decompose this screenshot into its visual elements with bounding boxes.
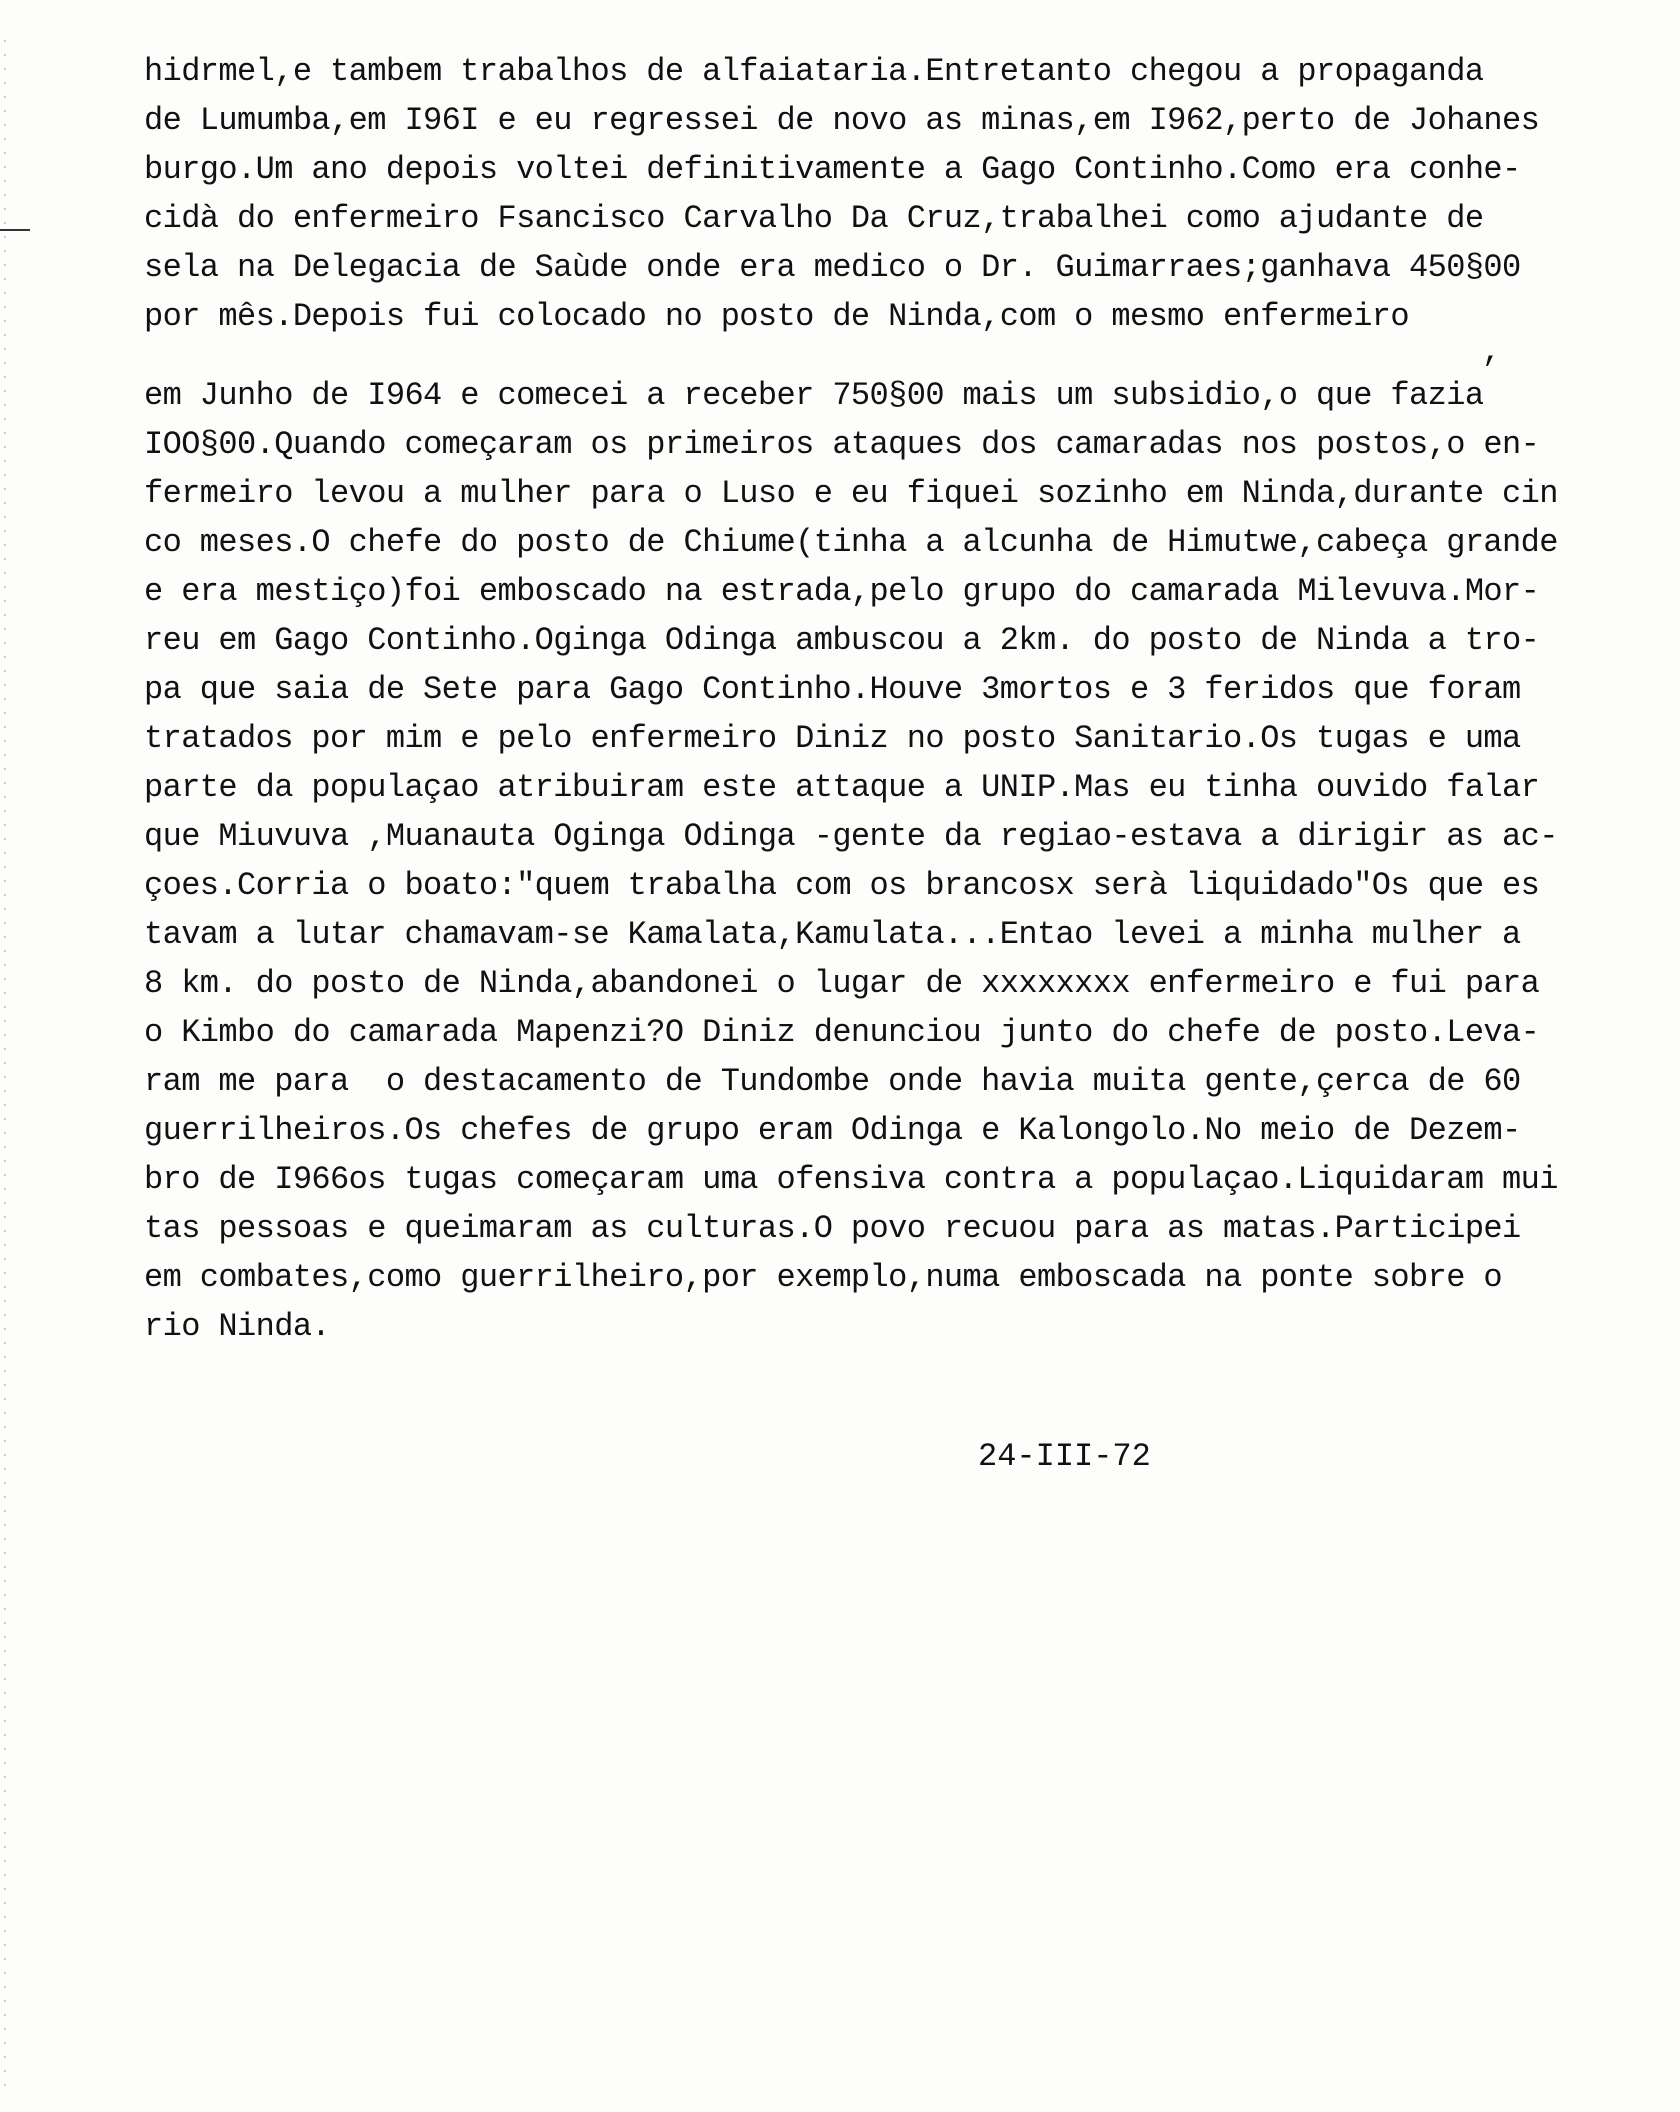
text-line: bro de I966os tugas começaram uma ofensiva contra a populaçao.Liquidaram mui	[144, 1161, 1558, 1198]
text-line: o Kimbo do camarada Mapenzi?O Diniz denunciou junto do chefe de posto.Leva-	[144, 1014, 1540, 1051]
text-line: em combates,como guerrilheiro,por exemplo,numa emboscada na ponte sobre o	[144, 1259, 1503, 1296]
text-line: IOO§00.Quando começaram os primeiros ataques dos camaradas nos postos,o en-	[144, 426, 1540, 463]
text-line: guerrilheiros.Os chefes de grupo eram Odinga e Kalongolo.No meio de Dezem-	[144, 1112, 1521, 1149]
text-line: de Lumumba,em I96I e eu regressei de novo as minas,em I962,perto de Johanes	[144, 102, 1540, 139]
text-line: 8 km. do posto de Ninda,abandonei o lugar de xxxxxxxx enfermeiro e fui para	[144, 965, 1540, 1002]
text-line: tavam a lutar chamavam-se Kamalata,Kamulata...Entao levei a minha mulher a	[144, 916, 1521, 953]
text-line: cidà do enfermeiro Fsancisco Carvalho Da Cruz,trabalhei como ajudante de	[144, 200, 1484, 237]
text-line: ram me para o destacamento de Tundombe onde havia muita gente,çerca de 60	[144, 1063, 1521, 1100]
stray-comma: ,	[1482, 333, 1502, 370]
text-line: tas pessoas e queimaram as culturas.O povo recuou para as matas.Participei	[144, 1210, 1521, 1247]
text-line: em Junho de I964 e comecei a receber 750§00 mais um subsidio,o que fazia	[144, 377, 1484, 414]
text-line: por mês.Depois fui colocado no posto de Ninda,com o mesmo enfermeiro	[144, 298, 1410, 335]
text-line: co meses.O chefe do posto de Chiume(tinha a alcunha de Himutwe,cabeça grande	[144, 524, 1558, 561]
text-line: hidrmel,e tambem trabalhos de alfaiataria.Entretanto chegou a propaganda	[144, 53, 1484, 90]
text-line: reu em Gago Continho.Oginga Odinga ambuscou a 2km. do posto de Ninda a tro-	[144, 622, 1540, 659]
text-line: sela na Delegacia de Saùde onde era medico o Dr. Guimarraes;ganhava 450§00	[144, 249, 1521, 286]
text-line: çoes.Corria o boato:"quem trabalha com os brancosx serà liquidado"Os que es	[144, 867, 1540, 904]
text-line: tratados por mim e pelo enfermeiro Diniz no posto Sanitario.Os tugas e uma	[144, 720, 1521, 757]
scan-edge-artifact	[4, 40, 6, 2090]
text-line: pa que saia de Sete para Gago Continho.Houve 3mortos e 3 feridos que foram	[144, 671, 1521, 708]
scan-edge-mark	[0, 229, 30, 231]
text-line: e era mestiço)foi emboscado na estrada,pelo grupo do camarada Milevuva.Mor-	[144, 573, 1540, 610]
text-line: parte da populaçao atribuiram este attaque a UNIP.Mas eu tinha ouvido falar	[144, 769, 1540, 806]
document-date: 24-III-72	[978, 1438, 1151, 1475]
text-line: rio Ninda.	[144, 1308, 331, 1345]
text-line: que Miuvuva ,Muanauta Oginga Odinga -gente da regiao-estava a dirigir as ac-	[144, 818, 1558, 855]
text-line: burgo.Um ano depois voltei definitivamente a Gago Continho.Como era conhe-	[144, 151, 1521, 188]
text-line: fermeiro levou a mulher para o Luso e eu fiquei sozinho em Ninda,durante cin	[144, 475, 1558, 512]
